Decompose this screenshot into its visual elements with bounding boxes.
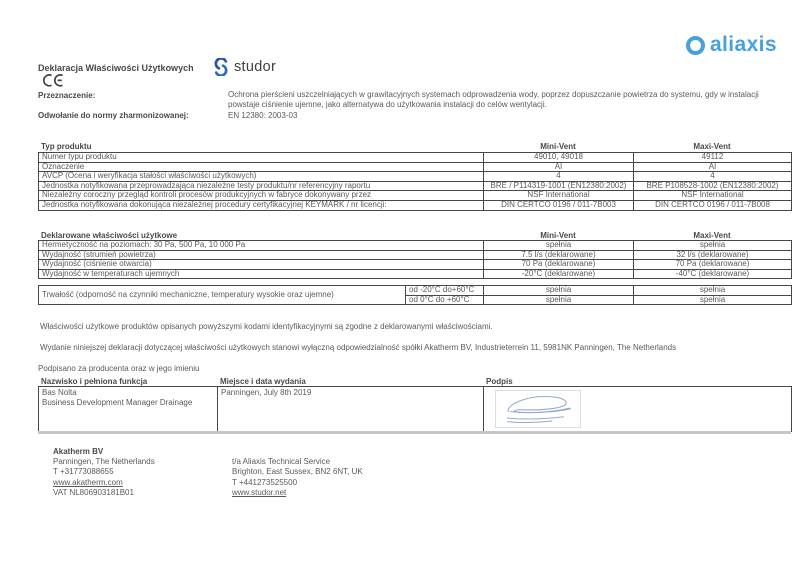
signer-cell (39, 387, 218, 432)
table-row (39, 269, 792, 279)
row-label: Niezależny coroczny przegląd kontroli procesów produkcyjnych w fabryce dokonywany przez (39, 191, 484, 201)
mini-vent-value: BRE / P114319-1001 (EN12380:2002) (484, 181, 634, 191)
maxi-vent-value: 49112 (634, 153, 792, 163)
footer-phone: T +31773088655 (53, 467, 114, 477)
maxi-vent-value: 32 l/s (deklarowane) (634, 250, 792, 260)
signature-cell (484, 387, 792, 432)
responsibility-statement: Wydanie niniejszej deklaracji dotyczącej właściwości użytkowych stanowi wyłączną odpowiedzialność spółki Akatherm BV, Industrieterrein 11, 5981NK Panningen, The Netherlands (40, 343, 677, 352)
footer-service-address: Brighton, East Sussex, BN2 6NT, UK (232, 467, 363, 477)
mini-vent-value: DIN CERTCO 0196 / 011-7B003 (484, 200, 634, 210)
table-bottom-shadow (38, 431, 791, 434)
studor-logo (212, 58, 276, 76)
signature-scribble-icon (495, 390, 581, 428)
table-row (39, 250, 792, 260)
footer-company-block (53, 447, 155, 498)
table-row (39, 172, 792, 182)
name-function-header: Nazwisko i pełniona funkcja (41, 377, 148, 386)
row-label: Oznaczenie (39, 162, 484, 172)
temperature-range: od 0°C do +60°C (406, 295, 484, 305)
mini-vent-value: 49010, 49018 (484, 153, 634, 163)
place-date-header: Miejsce i data wydania (220, 377, 306, 386)
table-row (39, 387, 792, 432)
row-label: Wydajność w temperaturach ujemnych (39, 269, 484, 279)
aliaxis-ring-icon (686, 36, 705, 55)
mini-vent-value: spełnia (484, 241, 634, 251)
footer-service-block (232, 457, 363, 498)
row-label: AVCP (Ocena i weryfikacja stałości właściwości użytkowych) (39, 172, 484, 182)
signature-table-header (38, 377, 791, 386)
product-table-header (38, 142, 791, 151)
aliaxis-logo-text: aliaxis (709, 33, 777, 56)
maxi-vent-value: spełnia (634, 241, 792, 251)
row-label: Wydajność (ciśnienie otwarcia) (39, 260, 484, 270)
footer-service-phone: T +441273525500 (232, 477, 298, 487)
norm-label: Odwołanie do normy zharmonizowanej: (38, 111, 189, 120)
column-header-mini-vent: Mini-Vent (540, 231, 576, 240)
column-header-maxi-vent: Maxi-Vent (693, 142, 731, 151)
purpose-text: Ochrona pierścieni uszczelniających w grawitacyjnych systemach odprowadzenia wody, poprzez dopuszczanie powietrza do systemu, gdy w instalacji powstaje ciśnienie ujemne, jako alternatywa do użytkowania instalacji do celów wentylacji. (228, 90, 759, 109)
maxi-vent-value: spełnia (634, 286, 792, 296)
table-row (39, 162, 792, 172)
ce-mark-icon (38, 74, 64, 87)
product-table (38, 152, 792, 211)
footer-vat-number: VAT NL806903181B01 (53, 487, 134, 497)
title-block (38, 63, 194, 92)
maxi-vent-value: -40°C (deklarowane) (634, 269, 792, 279)
mini-vent-value: -20°C (deklarowane) (484, 269, 634, 279)
row-label: Numer typu produktu (39, 153, 484, 163)
signed-on-behalf-statement: Podpisano za producenta oraz w jego imieniu (38, 364, 200, 373)
place-date-cell: Panningen, July 8th 2019 (218, 387, 484, 432)
studor-s-icon (212, 58, 230, 76)
maxi-vent-value: BRE P108528-1002 (EN12380:2002) (634, 181, 792, 191)
footer-service-name: t/a Aliaxis Technical Service (232, 457, 331, 467)
maxi-vent-value: 4 (634, 172, 792, 182)
table-row (39, 260, 792, 270)
performance-table (38, 240, 792, 279)
studor-website-link[interactable]: www.studor.net (232, 487, 287, 497)
table-row (39, 191, 792, 201)
row-label: Jednostka notyfikowana dokonująca niezależnej procedury certyfikacyjnej KEYMARK / nr licencji: (39, 200, 484, 210)
conformity-statement: Właściwości użytkowe produktów opisanych powyższymi kodami identyfikacyjnymi są zgodne z deklarowanymi właściwościami. (40, 322, 493, 331)
maxi-vent-value: AI (634, 162, 792, 172)
durability-table (38, 285, 792, 305)
mini-vent-value: spełnia (484, 295, 634, 305)
maxi-vent-value: 70 Pa (deklarowane) (634, 260, 792, 270)
aliaxis-logo (686, 33, 777, 57)
signature-table (38, 386, 792, 432)
table-row (39, 200, 792, 210)
mini-vent-value: 4 (484, 172, 634, 182)
signer-name: Bas Nolta (42, 388, 77, 397)
studor-logo-text: studor (234, 59, 277, 75)
row-label: Jednostka notyfikowana przeprowadzająca niezależne testy produktu/nr referencyjny raportu (39, 181, 484, 191)
mini-vent-value: NSF International (484, 191, 634, 201)
performance-table-title: Deklarowane właściwości użytkowe (41, 231, 178, 240)
norm-text: EN 12380: 2003-03 (228, 111, 298, 120)
product-table-title: Typ produktu (41, 142, 92, 151)
mini-vent-value: 70 Pa (deklarowane) (484, 260, 634, 270)
signer-function: Business Development Manager Drainage (42, 398, 193, 407)
mini-vent-value: spełnia (484, 286, 634, 296)
table-row (39, 241, 792, 251)
row-label: Hermetyczność na poziomach: 30 Pa, 500 Pa, 10 000 Pa (39, 241, 484, 251)
column-header-mini-vent: Mini-Vent (540, 142, 576, 151)
akatherm-website-link[interactable]: www.akatherm.com (53, 477, 123, 487)
page-title: Deklaracja Właściwości Użytkowych (38, 63, 194, 73)
column-header-maxi-vent: Maxi-Vent (693, 231, 731, 240)
table-row (39, 286, 792, 296)
performance-table-header (38, 231, 791, 240)
maxi-vent-value: spełnia (634, 295, 792, 305)
footer-company-name: Akatherm BV (53, 447, 104, 456)
table-row (39, 153, 792, 163)
purpose-label: Przeznaczenie: (38, 91, 96, 100)
row-label: Trwałość (odporność na czynniki mechaniczne, temperatury wysokie oraz ujemne) (39, 286, 406, 305)
table-row (39, 181, 792, 191)
maxi-vent-value: DIN CERTCO 0196 / 011-7B008 (634, 200, 792, 210)
maxi-vent-value: NSF International (634, 191, 792, 201)
row-label: Wydajność (strumień powietrza) (39, 250, 484, 260)
temperature-range: od -20°C do+60°C (406, 286, 484, 296)
mini-vent-value: 7.5 l/s (deklarowane) (484, 250, 634, 260)
footer-address: Panningen, The Netherlands (53, 457, 155, 467)
mini-vent-value: AI (484, 162, 634, 172)
signature-header: Podpis (486, 377, 513, 386)
